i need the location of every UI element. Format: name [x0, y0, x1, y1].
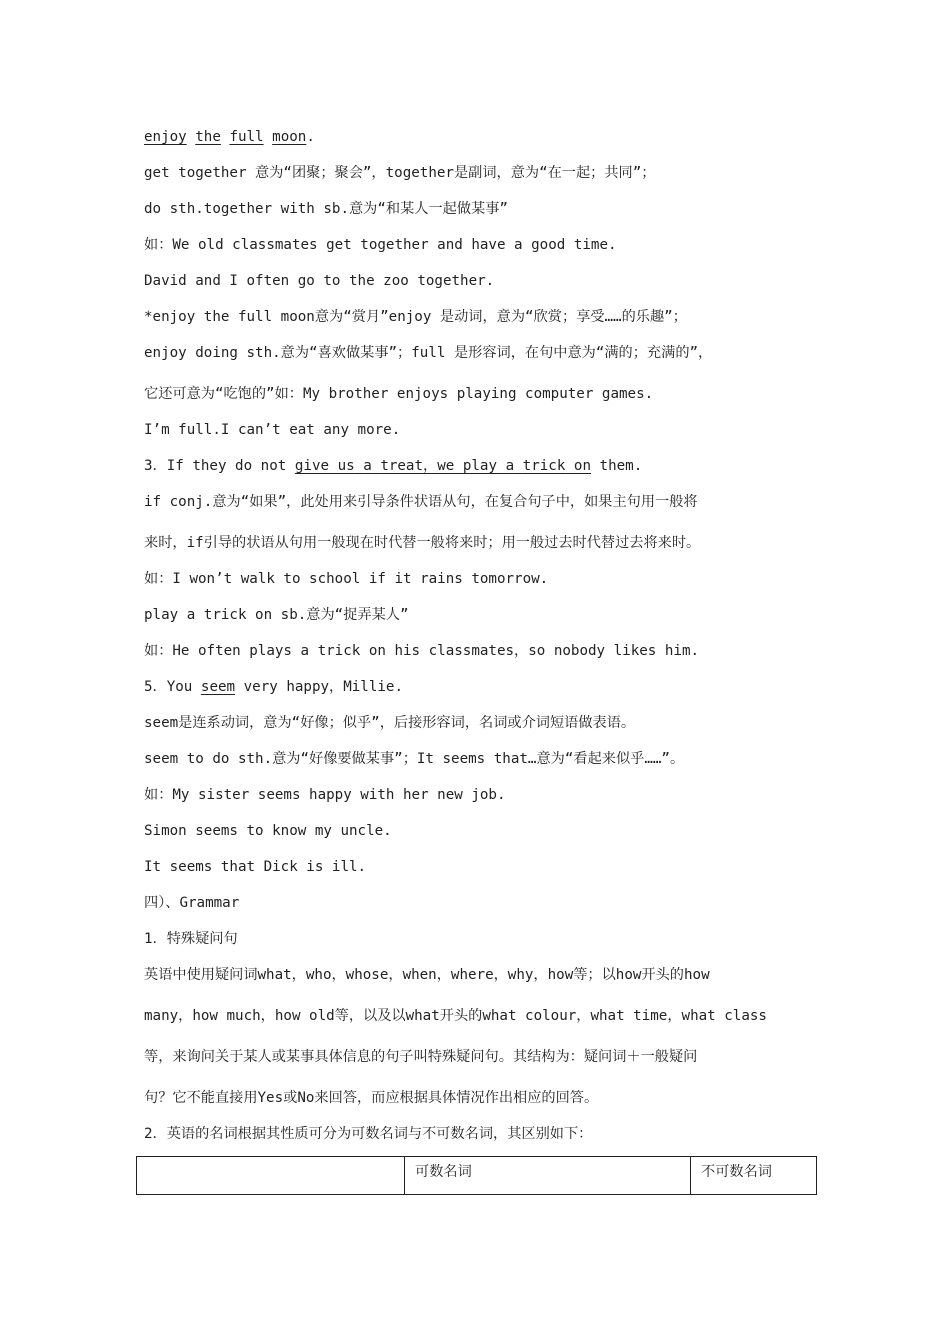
- text-line: *enjoy the full moon意为“赏月”enjoy 是动词，意为“欣赏；享受……的乐趣”；: [144, 309, 687, 325]
- text-line: play a trick on sb.意为“捉弄某人”: [144, 607, 409, 623]
- text-line: Simon seems to know my uncle.: [144, 823, 392, 839]
- text-line: 来时，if引导的状语从句用一般现在时代替一般将来时；用一般过去时代替过去将来时。: [144, 535, 701, 551]
- text-line: if conj.意为“如果”，此处用来引导条件状语从句，在复合句子中，如果主句用一般将: [144, 494, 698, 510]
- text-line: 等，来询问关于某人或某事具体信息的句子叫特殊疑问句。其结构为：疑问词＋一般疑问: [144, 1049, 698, 1065]
- text-line: 如：My sister seems happy with her new job.: [144, 787, 506, 803]
- text-line: 句？它不能直接用Yes或No来回答，而应根据具体情况作出相应的回答。: [144, 1090, 599, 1106]
- text-line: It seems that Dick is ill.: [144, 859, 367, 875]
- underlined-word: moon: [272, 129, 307, 145]
- underlined-word: enjoy: [144, 129, 187, 145]
- subheading-wh-questions: 1．特殊疑问句: [144, 931, 238, 947]
- subheading-nouns: 2．英语的名词根据其性质可分为可数名词与不可数名词，其区别如下：: [144, 1126, 593, 1142]
- underlined-word: full: [229, 129, 264, 145]
- text-line: do sth.together with sb.意为“和某人一起做某事”: [144, 201, 508, 217]
- underlined-word: seem: [200, 679, 236, 695]
- text-line: many，how much，how old等，以及以what开头的what colour，what time，what class: [144, 1008, 767, 1024]
- text-line: I’m full.I can’t eat any more.: [144, 422, 401, 438]
- text-line: seem是连系动词，意为“好像；似乎”，后接形容词，名词或介词短语做表语。: [144, 715, 636, 731]
- noun-comparison-table: [136, 1156, 817, 1195]
- text-line: seem to do sth.意为“好像要做某事”；It seems that…意为“看起来似乎……”。: [144, 751, 685, 767]
- table-header-countable: 可数名词: [405, 1157, 691, 1195]
- sentence-5: 5．You seem very happy，Millie.: [144, 679, 404, 695]
- text-line: 如：I won’t walk to school if it rains tomorrow.: [144, 571, 549, 587]
- text-line: 它还可意为“吃饱的”如：My brother enjoys playing computer games.: [144, 386, 654, 402]
- table-row: [137, 1157, 817, 1195]
- underlined-word: the: [195, 129, 221, 145]
- table-cell-empty: [137, 1157, 405, 1195]
- section-heading-grammar: 四）、Grammar: [144, 895, 240, 911]
- line-enjoy-full-moon: enjoy the full moon.: [144, 129, 315, 145]
- text-line: enjoy doing sth.意为“喜欢做某事”；full 是形容词，在句中意为“满的；充满的”，: [144, 345, 713, 361]
- text-line: 如：We old classmates get together and have a good time.: [144, 237, 617, 253]
- text-line: 英语中使用疑问词what，who，whose，when，where，why，how等；以how开头的how: [144, 967, 710, 983]
- text-line: get together 意为“团聚；聚会”，together是副词，意为“在一起；共同”；: [144, 165, 656, 181]
- text-line: David and I often go to the zoo together.: [144, 273, 495, 289]
- table-header-uncountable: 不可数名词: [691, 1157, 817, 1195]
- sentence-3: 3．If they do not give us a treat，we play a trick on them.: [144, 458, 643, 474]
- text-line: 如：He often plays a trick on his classmates，so nobody likes him.: [144, 643, 700, 659]
